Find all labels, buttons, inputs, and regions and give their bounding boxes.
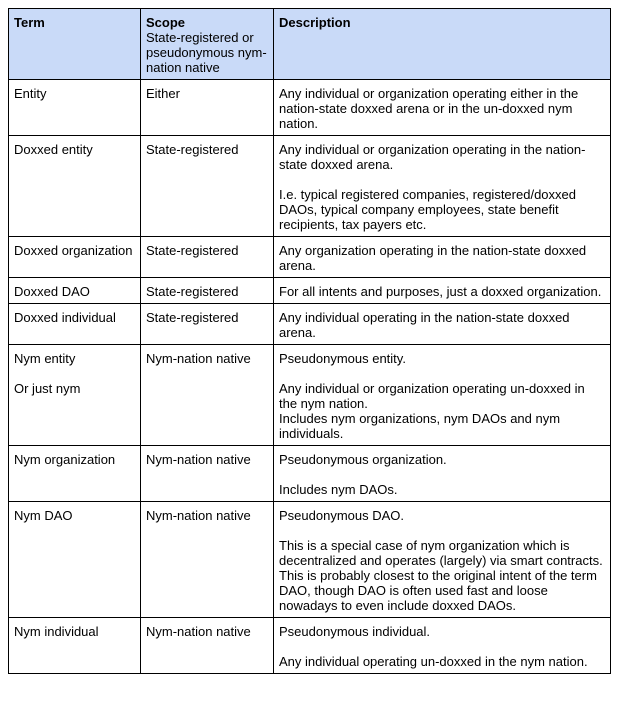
table-row	[9, 345, 611, 446]
description-paragraph: Pseudonymous organization.	[279, 452, 447, 467]
scope-cell: Nym-nation native	[141, 446, 274, 502]
header-term	[9, 9, 141, 80]
description-paragraph: Pseudonymous individual.	[279, 624, 431, 639]
term-text: Nym organization	[14, 452, 116, 467]
header-description	[274, 9, 611, 80]
term-cell	[9, 80, 141, 136]
table-row	[9, 136, 611, 237]
term-cell	[9, 446, 141, 502]
term-text: Nym DAO	[14, 508, 73, 523]
scope-cell: Either	[141, 80, 274, 136]
description-paragraph: Any individual or organization operating either in the nation-state doxxed arena or in the un-doxxed nym nation.	[279, 86, 579, 131]
scope-cell: State-registered	[141, 237, 274, 278]
term-cell	[9, 237, 141, 278]
term-text: Or just nym	[14, 381, 81, 396]
description-paragraph: For all intents and purposes, just a doxxed organization.	[279, 284, 602, 299]
header-row	[9, 9, 611, 80]
description-paragraph: Any individual or organization operating un-doxxed in the nym nation.	[279, 381, 585, 411]
term-cell	[9, 278, 141, 304]
scope-cell: Nym-nation native	[141, 345, 274, 446]
scope-cell: State-registered	[141, 278, 274, 304]
table-row	[9, 502, 611, 618]
table-row	[9, 237, 611, 278]
header-scope	[141, 9, 274, 80]
term-text: Entity	[14, 86, 47, 101]
term-cell	[9, 345, 141, 446]
terms-table	[8, 8, 611, 674]
term-text: Nym entity	[14, 351, 76, 366]
description-cell	[274, 618, 611, 674]
term-text: Doxxed DAO	[14, 284, 90, 299]
description-paragraph: Pseudonymous entity.	[279, 351, 406, 366]
term-text: Doxxed individual	[14, 310, 116, 325]
header-description-label: Description	[279, 15, 351, 30]
description-paragraph: Any individual operating in the nation-state doxxed arena.	[279, 310, 570, 340]
scope-cell: State-registered	[141, 304, 274, 345]
term-cell	[9, 304, 141, 345]
term-cell	[9, 136, 141, 237]
description-paragraph: Any organization operating in the nation-state doxxed arena.	[279, 243, 587, 273]
terms-table-body	[9, 80, 611, 674]
table-row	[9, 446, 611, 502]
table-row	[9, 80, 611, 136]
table-row	[9, 618, 611, 674]
term-text: Doxxed entity	[14, 142, 93, 157]
term-cell	[9, 618, 141, 674]
description-paragraph: Pseudonymous DAO.	[279, 508, 405, 523]
description-paragraph: Any individual or organization operating in the nation-state doxxed arena.	[279, 142, 586, 172]
description-cell	[274, 502, 611, 618]
description-cell	[274, 136, 611, 237]
scope-cell: Nym-nation native	[141, 618, 274, 674]
table-row	[9, 278, 611, 304]
scope-cell: State-registered	[141, 136, 274, 237]
description-cell	[274, 80, 611, 136]
header-scope-subtitle: State-registered or pseudonymous nym-nation native	[146, 30, 267, 75]
description-cell	[274, 345, 611, 446]
table-row	[9, 304, 611, 345]
description-paragraph: Includes nym organizations, nym DAOs and nym individuals.	[279, 411, 561, 441]
term-text: Nym individual	[14, 624, 99, 639]
description-cell	[274, 237, 611, 278]
description-paragraph: Includes nym DAOs.	[279, 482, 398, 497]
description-cell	[274, 304, 611, 345]
description-paragraph: This is a special case of nym organization which is decentralized and operates (largely) via smart contracts. This is probably closest to the original intent of the term DAO, though DAO is often used fast and loose nowadays to even include doxxed DAOs.	[279, 538, 603, 613]
scope-cell: Nym-nation native	[141, 502, 274, 618]
description-paragraph: I.e. typical registered companies, registered/doxxed DAOs, typical company employees, state benefit recipients, tax payers etc.	[279, 187, 576, 232]
header-scope-label: Scope	[146, 15, 186, 30]
term-cell	[9, 502, 141, 618]
description-cell	[274, 446, 611, 502]
description-paragraph: Any individual operating un-doxxed in the nym nation.	[279, 654, 588, 669]
header-term-label: Term	[14, 15, 45, 30]
term-text: Doxxed organization	[14, 243, 133, 258]
description-cell	[274, 278, 611, 304]
